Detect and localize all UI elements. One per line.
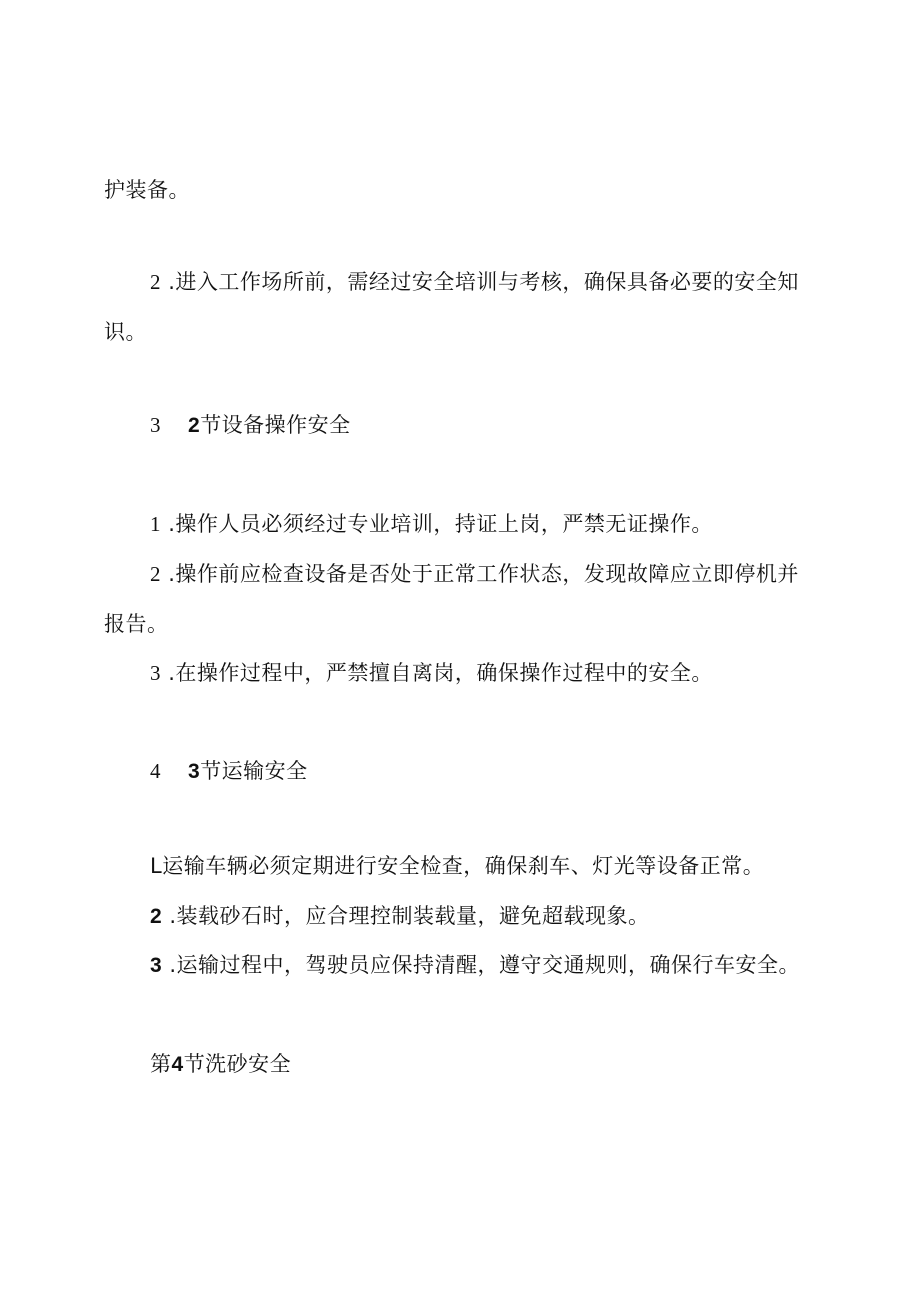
list-number: 3: [150, 661, 161, 685]
list-item: [150, 902, 650, 931]
heading-text: 节运输安全: [200, 759, 308, 783]
section-number: 3: [150, 413, 161, 437]
list-item: [150, 659, 713, 687]
line-text: 识。: [104, 320, 147, 344]
subsection-number: 3: [188, 760, 201, 783]
text-line: [104, 176, 190, 204]
section-heading: [150, 411, 351, 440]
section-heading: [150, 1050, 291, 1079]
list-item: [150, 510, 713, 538]
list-text: .操作人员必须经过专业培训，持证上岗，严禁无证操作。: [168, 512, 713, 536]
text-line: [104, 610, 169, 638]
heading-prefix: 第: [150, 1052, 172, 1076]
section-heading: [150, 757, 308, 786]
heading-text: 节洗砂安全: [183, 1052, 292, 1076]
section-number: 4: [171, 1053, 184, 1076]
section-number: 4: [150, 759, 161, 783]
line-text: 护装备。: [104, 178, 190, 202]
list-number: 2: [150, 270, 161, 294]
list-text: .装载砂石时，应合理控制装载量，避免超载现象。: [169, 904, 650, 928]
list-number: 2: [150, 562, 161, 586]
list-text: L运输车辆必须定期进行安全检查，确保刹车、灯光等设备正常。: [150, 854, 765, 878]
heading-text: 节设备操作安全: [200, 413, 351, 437]
list-number: 2: [150, 905, 163, 928]
list-text: .操作前应检查设备是否处于正常工作状态，发现故障应立即停机并: [168, 562, 799, 586]
list-item: [150, 268, 799, 296]
list-item: [150, 560, 799, 588]
list-text: .在操作过程中，严禁擅自离岗，确保操作过程中的安全。: [168, 661, 713, 685]
list-item: [150, 951, 800, 980]
list-text: .进入工作场所前，需经过安全培训与考核，确保具备必要的安全知: [168, 270, 799, 294]
line-text: 报告。: [104, 612, 169, 636]
list-number: 1: [150, 512, 161, 536]
subsection-number: 2: [188, 414, 201, 437]
text-line: [104, 318, 147, 346]
list-number: 3: [150, 954, 163, 977]
list-text: .运输过程中，驾驶员应保持清醒，遵守交通规则，确保行车安全。: [169, 953, 801, 977]
list-item: [150, 852, 764, 880]
